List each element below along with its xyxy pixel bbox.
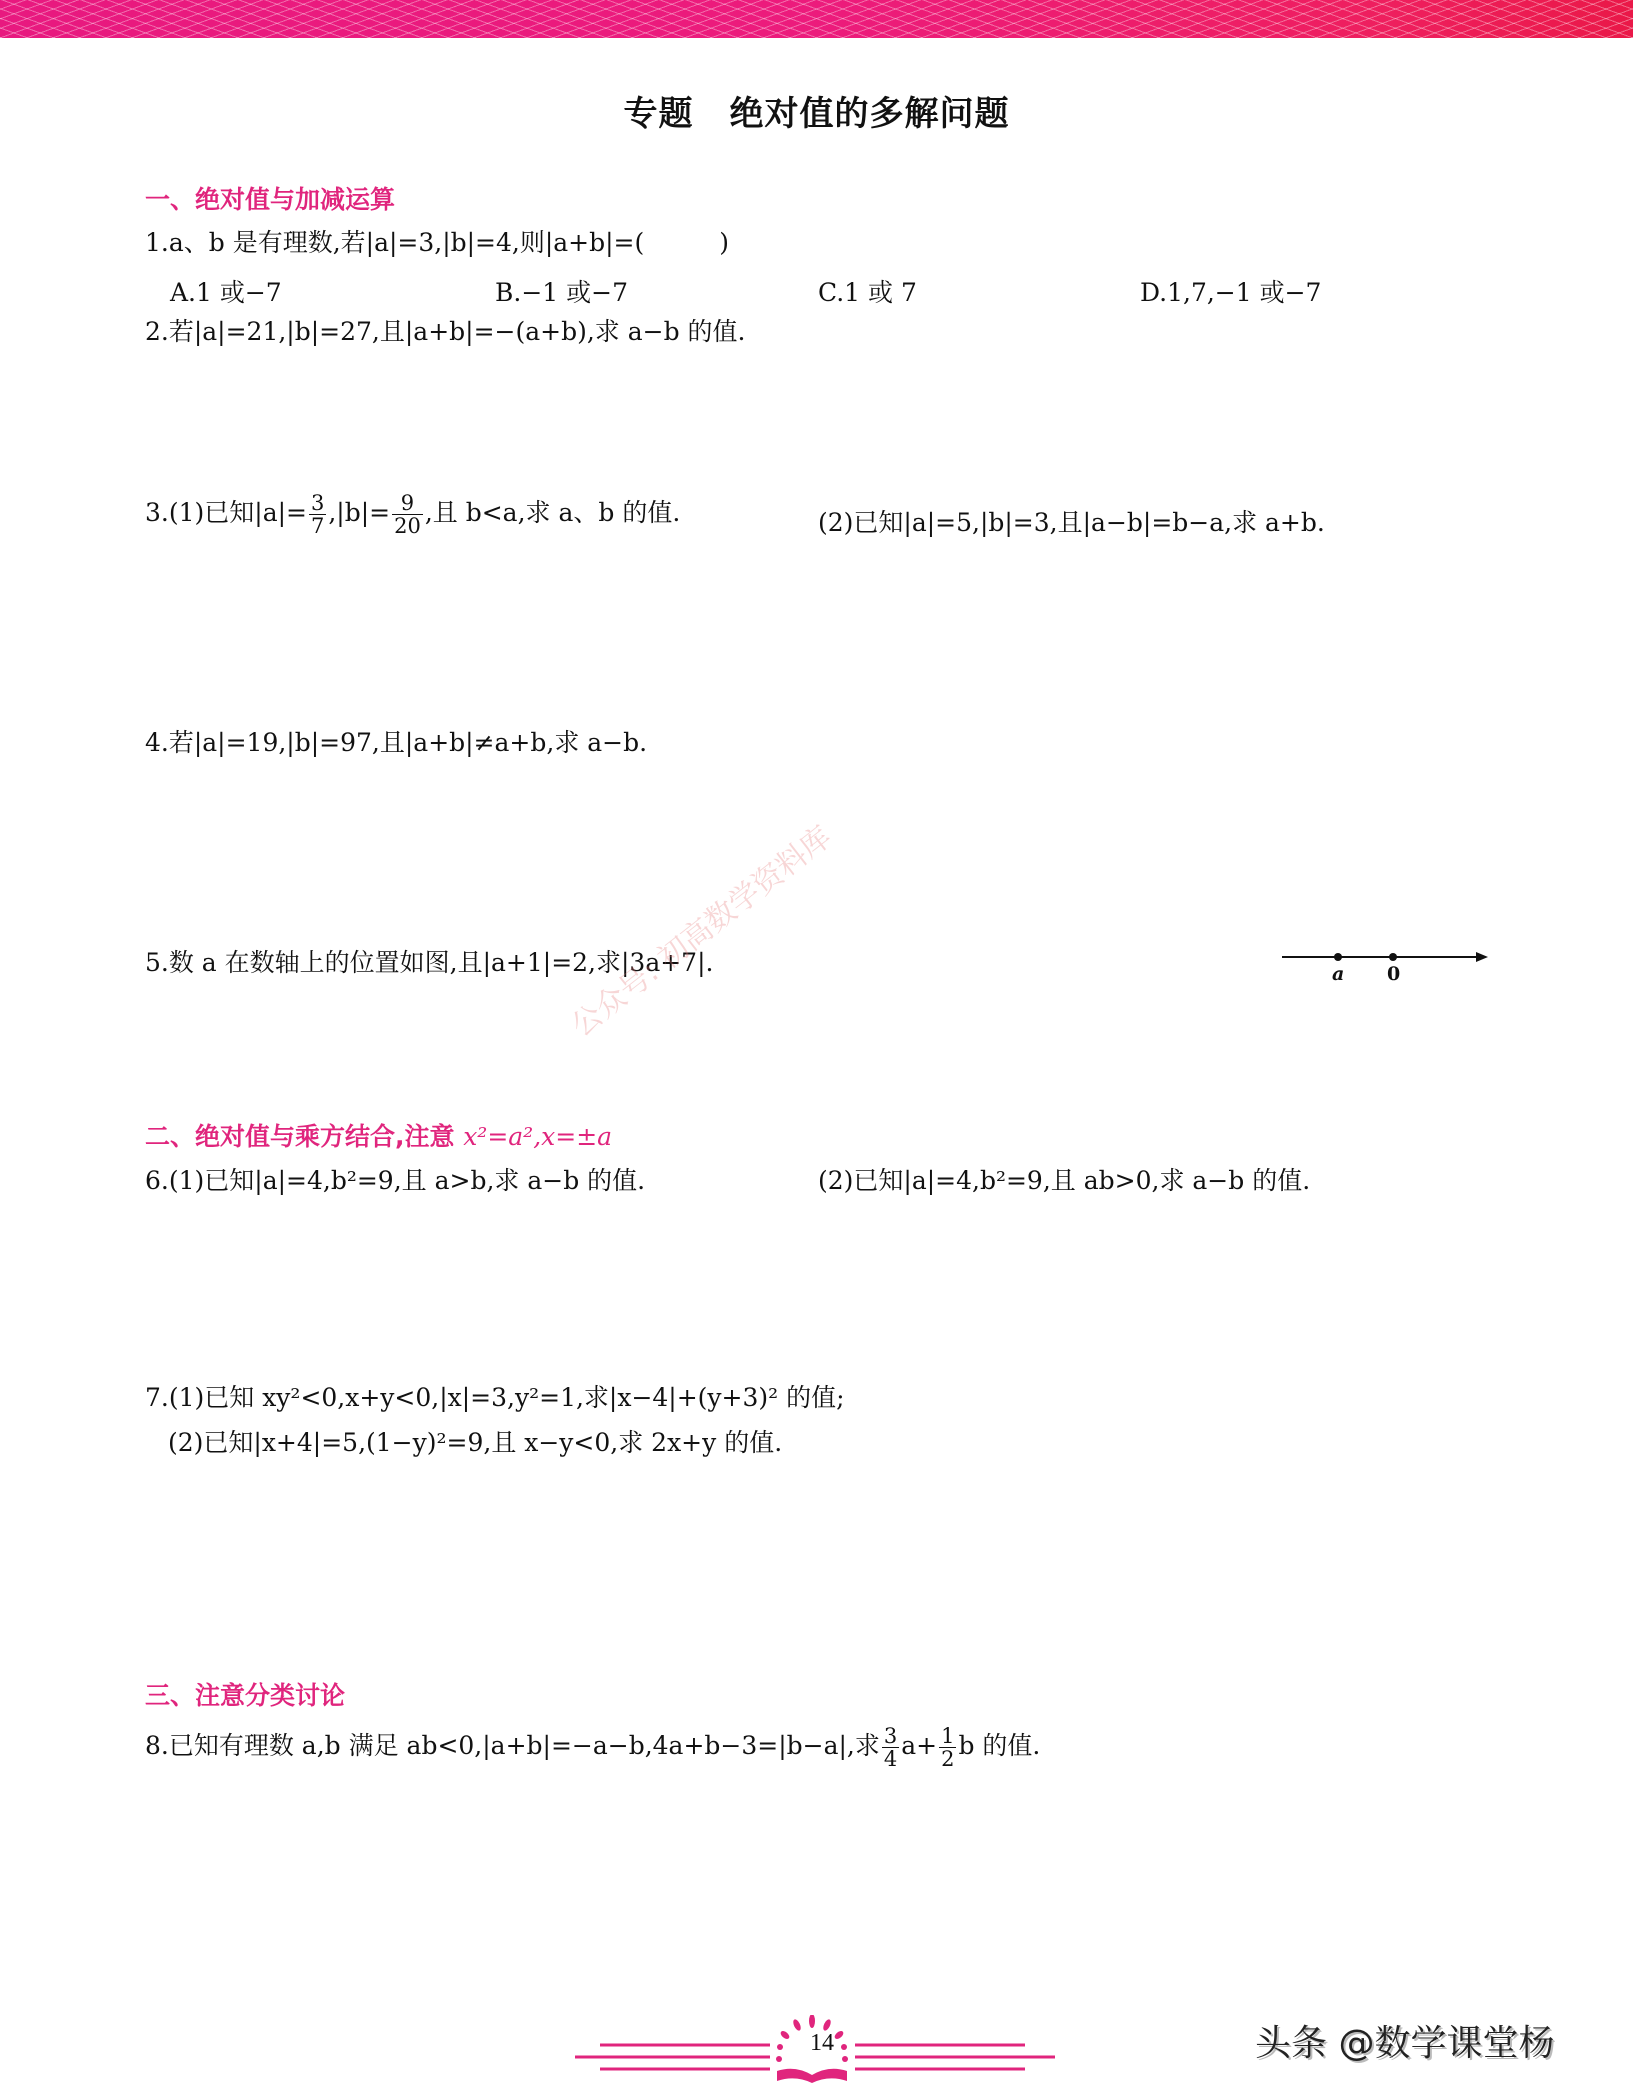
- question-1-option-b: B.−1 或−7: [495, 278, 628, 307]
- question-6-part-2: (2)已知|a|=4,b²=9,且 ab>0,求 a−b 的值.: [818, 1166, 1311, 1195]
- number-line-diagram: [1280, 945, 1490, 985]
- question-3-part-1: 3.(1)已知|a|= $\frac{3}{7}$ ,|b|= $\frac{9}{20}$ ,且 b<a,求 a、b 的值.: [145, 491, 681, 539]
- question-5: 5.数 a 在数轴上的位置如图,且|a+1|=2,求|3a+7|.: [145, 948, 714, 977]
- title-main: 绝对值的多解问题: [729, 94, 1010, 134]
- question-7-part-2: (2)已知|x+4|=5,(1−y)²=9,且 x−y<0,求 2x+y 的值.: [168, 1428, 783, 1457]
- page-title: [0, 86, 1633, 135]
- fraction-3-4: $\frac{3}{4}$: [883, 1724, 898, 1772]
- section-heading-2: 二、绝对值与乘方结合,注意 x²=a²,x=±a: [145, 1122, 613, 1151]
- fraction-9-20: $\frac{9}{20}$: [394, 491, 421, 539]
- question-6-part-1: 6.(1)已知|a|=4,b²=9,且 a>b,求 a−b 的值.: [145, 1166, 646, 1195]
- question-1-stem: 1.a、b 是有理数,若|a|=3,|b|=4,则|a+b|=( ): [145, 228, 730, 257]
- question-2: 2.若|a|=21,|b|=27,且|a+b|=−(a+b),求 a−b 的值.: [145, 317, 746, 346]
- question-1-option-c: C.1 或 7: [818, 278, 917, 307]
- origin-label: 0: [1387, 963, 1401, 985]
- title-prefix: 专题: [623, 94, 694, 134]
- watermark: 公众号: 初高数学资料库: [564, 819, 839, 1044]
- section-heading-1: 一、绝对值与加减运算: [145, 185, 396, 214]
- question-1-option-a: A.1 或−7: [170, 278, 282, 307]
- question-1-option-d: D.1,7,−1 或−7: [1140, 278, 1322, 307]
- header-banner: [0, 0, 1633, 38]
- question-7-part-1: 7.(1)已知 xy²<0,x+y<0,|x|=3,y²=1,求|x−4|+(y+3)² 的值;: [145, 1383, 845, 1412]
- question-3-part-2: (2)已知|a|=5,|b|=3,且|a−b|=b−a,求 a+b.: [818, 508, 1325, 537]
- fraction-3-7: $\frac{3}{7}$: [310, 491, 325, 539]
- question-4: 4.若|a|=19,|b|=97,且|a+b|≠a+b,求 a−b.: [145, 728, 648, 757]
- fraction-1-2: $\frac{1}{2}$: [941, 1724, 955, 1772]
- section-heading-3: 三、注意分类讨论: [145, 1681, 346, 1710]
- author-credit: 头条 @数学课堂杨: [1255, 2023, 1555, 2064]
- number-line-icon: [1280, 945, 1490, 985]
- point-a-label: a: [1332, 963, 1345, 985]
- question-8: 8.已知有理数 a,b 满足 ab<0,|a+b|=−a−b,4a+b−3=|b−a|,求 $\frac{3}{4}$ a+ $\frac{1}{2}$ b 的值.: [145, 1724, 1041, 1772]
- page-number: 14: [810, 2030, 834, 2056]
